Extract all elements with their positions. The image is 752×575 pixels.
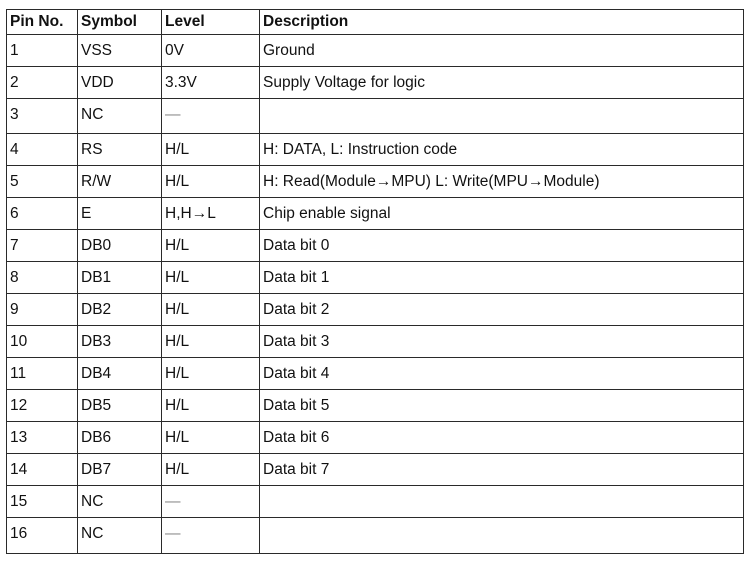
pin-number-cell: 15: [7, 486, 78, 518]
symbol-cell: DB6: [78, 422, 162, 454]
level-cell: H/L: [162, 262, 260, 294]
symbol-cell: RS: [78, 134, 162, 166]
level-cell: H/L: [162, 454, 260, 486]
description-cell: Data bit 4: [260, 358, 744, 390]
symbol-cell: NC: [78, 518, 162, 554]
level-cell: H/L: [162, 294, 260, 326]
table-row: [7, 67, 744, 99]
header-description: Description: [260, 10, 744, 35]
description-cell: Chip enable signal: [260, 198, 744, 230]
description-cell: H: Read(Module→MPU) L: Write(MPU→Module): [260, 166, 744, 198]
header-level: Level: [162, 10, 260, 35]
table-row: [7, 134, 744, 166]
symbol-cell: NC: [78, 99, 162, 134]
level-cell: —: [162, 518, 260, 554]
pin-number-cell: 14: [7, 454, 78, 486]
level-cell: 3.3V: [162, 67, 260, 99]
level-cell: H/L: [162, 134, 260, 166]
symbol-cell: DB4: [78, 358, 162, 390]
table-row: [7, 358, 744, 390]
level-cell: —: [162, 486, 260, 518]
table-row: [7, 518, 744, 554]
level-cell: H/L: [162, 166, 260, 198]
symbol-cell: DB5: [78, 390, 162, 422]
symbol-cell: DB7: [78, 454, 162, 486]
description-cell: Data bit 3: [260, 326, 744, 358]
pin-number-cell: 16: [7, 518, 78, 554]
level-cell: H,H→L: [162, 198, 260, 230]
table-row: [7, 294, 744, 326]
pin-number-cell: 11: [7, 358, 78, 390]
description-cell: [260, 486, 744, 518]
description-cell: [260, 518, 744, 554]
description-cell: Data bit 5: [260, 390, 744, 422]
symbol-cell: E: [78, 198, 162, 230]
description-cell: Data bit 2: [260, 294, 744, 326]
symbol-cell: VDD: [78, 67, 162, 99]
description-cell: Data bit 6: [260, 422, 744, 454]
level-cell: H/L: [162, 358, 260, 390]
description-cell: Data bit 0: [260, 230, 744, 262]
symbol-cell: DB2: [78, 294, 162, 326]
table-row: [7, 422, 744, 454]
pin-number-cell: 13: [7, 422, 78, 454]
table-row: [7, 262, 744, 294]
pin-number-cell: 2: [7, 67, 78, 99]
pin-number-cell: 10: [7, 326, 78, 358]
table-row: [7, 166, 744, 198]
description-cell: Data bit 7: [260, 454, 744, 486]
table-row: [7, 230, 744, 262]
table-row: [7, 454, 744, 486]
pin-number-cell: 3: [7, 99, 78, 134]
symbol-cell: NC: [78, 486, 162, 518]
level-cell: —: [162, 99, 260, 134]
pin-assignment-table: [6, 9, 744, 554]
symbol-cell: DB1: [78, 262, 162, 294]
level-cell: H/L: [162, 326, 260, 358]
pin-number-cell: 5: [7, 166, 78, 198]
table-row: [7, 198, 744, 230]
table-row: [7, 326, 744, 358]
symbol-cell: DB0: [78, 230, 162, 262]
pin-number-cell: 4: [7, 134, 78, 166]
pin-number-cell: 7: [7, 230, 78, 262]
pin-number-cell: 1: [7, 35, 78, 67]
pin-number-cell: 12: [7, 390, 78, 422]
pin-number-cell: 8: [7, 262, 78, 294]
symbol-cell: R/W: [78, 166, 162, 198]
header-row: [7, 10, 744, 35]
level-cell: 0V: [162, 35, 260, 67]
description-cell: [260, 99, 744, 134]
pin-number-cell: 6: [7, 198, 78, 230]
level-cell: H/L: [162, 230, 260, 262]
description-cell: Supply Voltage for logic: [260, 67, 744, 99]
table-row: [7, 35, 744, 67]
table-body: [7, 35, 744, 554]
description-cell: Ground: [260, 35, 744, 67]
table-row: [7, 99, 744, 134]
description-cell: H: DATA, L: Instruction code: [260, 134, 744, 166]
symbol-cell: VSS: [78, 35, 162, 67]
description-cell: Data bit 1: [260, 262, 744, 294]
pin-number-cell: 9: [7, 294, 78, 326]
symbol-cell: DB3: [78, 326, 162, 358]
header-symbol: Symbol: [78, 10, 162, 35]
level-cell: H/L: [162, 390, 260, 422]
header-pin-no: Pin No.: [7, 10, 78, 35]
table-row: [7, 486, 744, 518]
table-row: [7, 390, 744, 422]
level-cell: H/L: [162, 422, 260, 454]
